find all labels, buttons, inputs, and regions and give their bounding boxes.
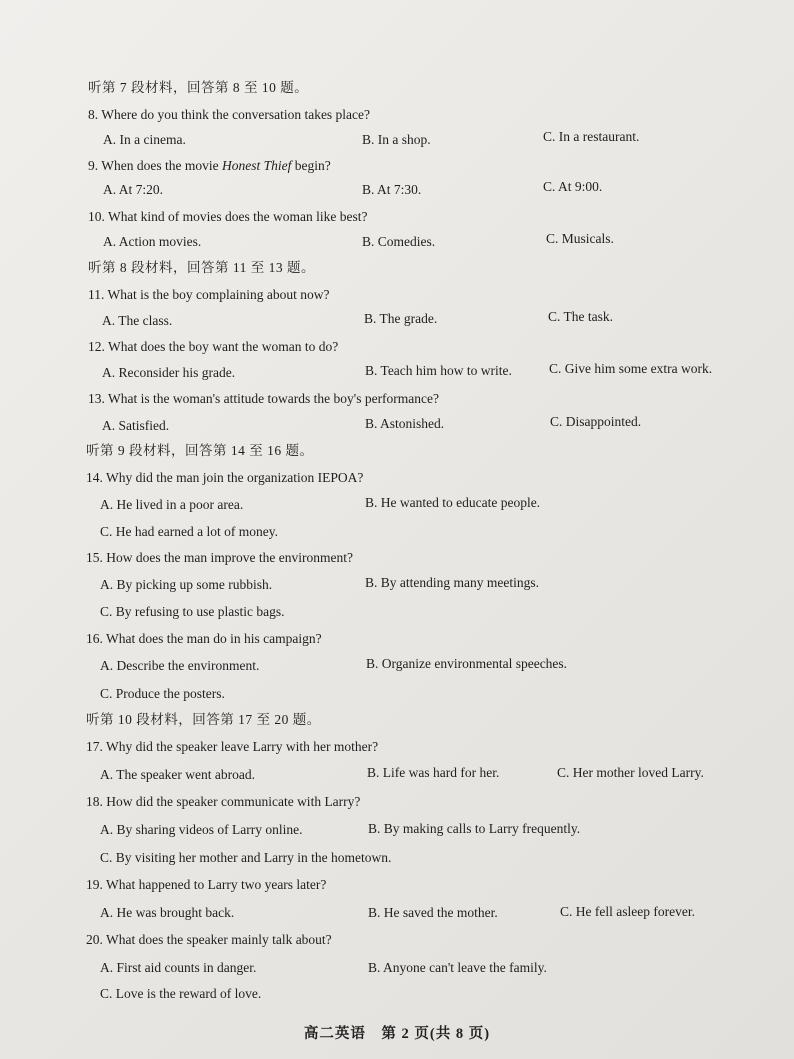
stem-text: begin? xyxy=(291,158,331,173)
question-stem xyxy=(88,158,331,174)
option-c: C. At 9:00. xyxy=(543,179,603,194)
section-heading: 听第 10 段材料，回答第 17 至 20 题。 xyxy=(86,712,321,727)
section-heading: 听第 8 段材料，回答第 11 至 13 题。 xyxy=(88,260,315,275)
option-c: C. Love is the reward of love. xyxy=(100,986,262,1001)
option-b: B. The grade. xyxy=(364,311,438,326)
option-b: B. By attending many meetings. xyxy=(365,575,539,590)
option-a: A. He lived in a poor area. xyxy=(100,497,244,512)
option-b: B. Anyone can't leave the family. xyxy=(368,960,547,975)
question-stem: 19. What happened to Larry two years later? xyxy=(86,877,327,892)
question-stem: 16. What does the man do in his campaign? xyxy=(86,631,322,646)
option-c: C. Her mother loved Larry. xyxy=(557,765,704,780)
option-a: A. By picking up some rubbish. xyxy=(100,577,273,592)
option-a: A. At 7:20. xyxy=(103,182,164,197)
question-stem: 18. How did the speaker communicate with Larry? xyxy=(86,794,361,809)
question-stem: 14. Why did the man join the organization IEPOA? xyxy=(86,470,364,485)
movie-title: Honest Thief xyxy=(221,158,292,173)
question-stem: 8. Where do you think the conversation takes place? xyxy=(88,107,371,122)
stem-text: 9. When does the movie xyxy=(88,158,222,173)
question-stem: 20. What does the speaker mainly talk about? xyxy=(86,932,332,947)
option-a: A. Describe the environment. xyxy=(100,658,260,673)
question-stem: 15. How does the man improve the environment? xyxy=(86,550,353,565)
option-c: C. In a restaurant. xyxy=(543,129,640,144)
option-c: C. By refusing to use plastic bags. xyxy=(100,604,285,619)
option-b: B. Teach him how to write. xyxy=(365,363,512,378)
option-b: B. Organize environmental speeches. xyxy=(366,656,568,671)
option-a: A. The class. xyxy=(102,313,173,328)
option-c: C. Musicals. xyxy=(546,231,614,246)
option-b: B. By making calls to Larry frequently. xyxy=(368,821,581,836)
option-b: B. He wanted to educate people. xyxy=(365,495,541,510)
option-c: C. By visiting her mother and Larry in the hometown. xyxy=(100,850,392,865)
option-a: A. First aid counts in danger. xyxy=(100,960,257,975)
option-b: B. At 7:30. xyxy=(362,182,422,197)
option-a: A. Reconsider his grade. xyxy=(102,365,236,380)
option-a: A. Satisfied. xyxy=(102,418,170,433)
section-heading: 听第 9 段材料，回答第 14 至 16 题。 xyxy=(86,443,314,458)
option-c: C. He fell asleep forever. xyxy=(560,904,695,919)
option-b: B. He saved the mother. xyxy=(368,905,498,920)
option-a: A. Action movies. xyxy=(103,234,202,249)
option-b: B. Life was hard for her. xyxy=(367,765,500,780)
question-stem: 13. What is the woman's attitude towards the boy's performance? xyxy=(88,391,440,406)
question-stem: 10. What kind of movies does the woman like best? xyxy=(88,209,368,224)
question-stem: 17. Why did the speaker leave Larry with her mother? xyxy=(86,739,379,754)
section-heading: 听第 7 段材料，回答第 8 至 10 题。 xyxy=(88,80,309,95)
option-c: C. Give him some extra work. xyxy=(549,361,713,376)
option-c: C. Produce the posters. xyxy=(100,686,225,701)
option-a: A. In a cinema. xyxy=(103,132,186,147)
option-b: B. Astonished. xyxy=(365,416,445,431)
option-b: B. In a shop. xyxy=(362,132,431,147)
option-a: A. By sharing videos of Larry online. xyxy=(100,822,303,837)
option-a: A. He was brought back. xyxy=(100,905,235,920)
option-c: C. Disappointed. xyxy=(550,414,642,429)
option-a: A. The speaker went abroad. xyxy=(100,767,255,782)
question-stem: 12. What does the boy want the woman to do? xyxy=(88,339,339,354)
page-footer: 高二英语 第 2 页(共 8 页) xyxy=(303,1026,491,1042)
option-c: C. He had earned a lot of money. xyxy=(100,524,278,539)
question-stem: 11. What is the boy complaining about now? xyxy=(88,287,330,302)
option-b: B. Comedies. xyxy=(362,234,436,249)
option-c: C. The task. xyxy=(548,309,613,324)
